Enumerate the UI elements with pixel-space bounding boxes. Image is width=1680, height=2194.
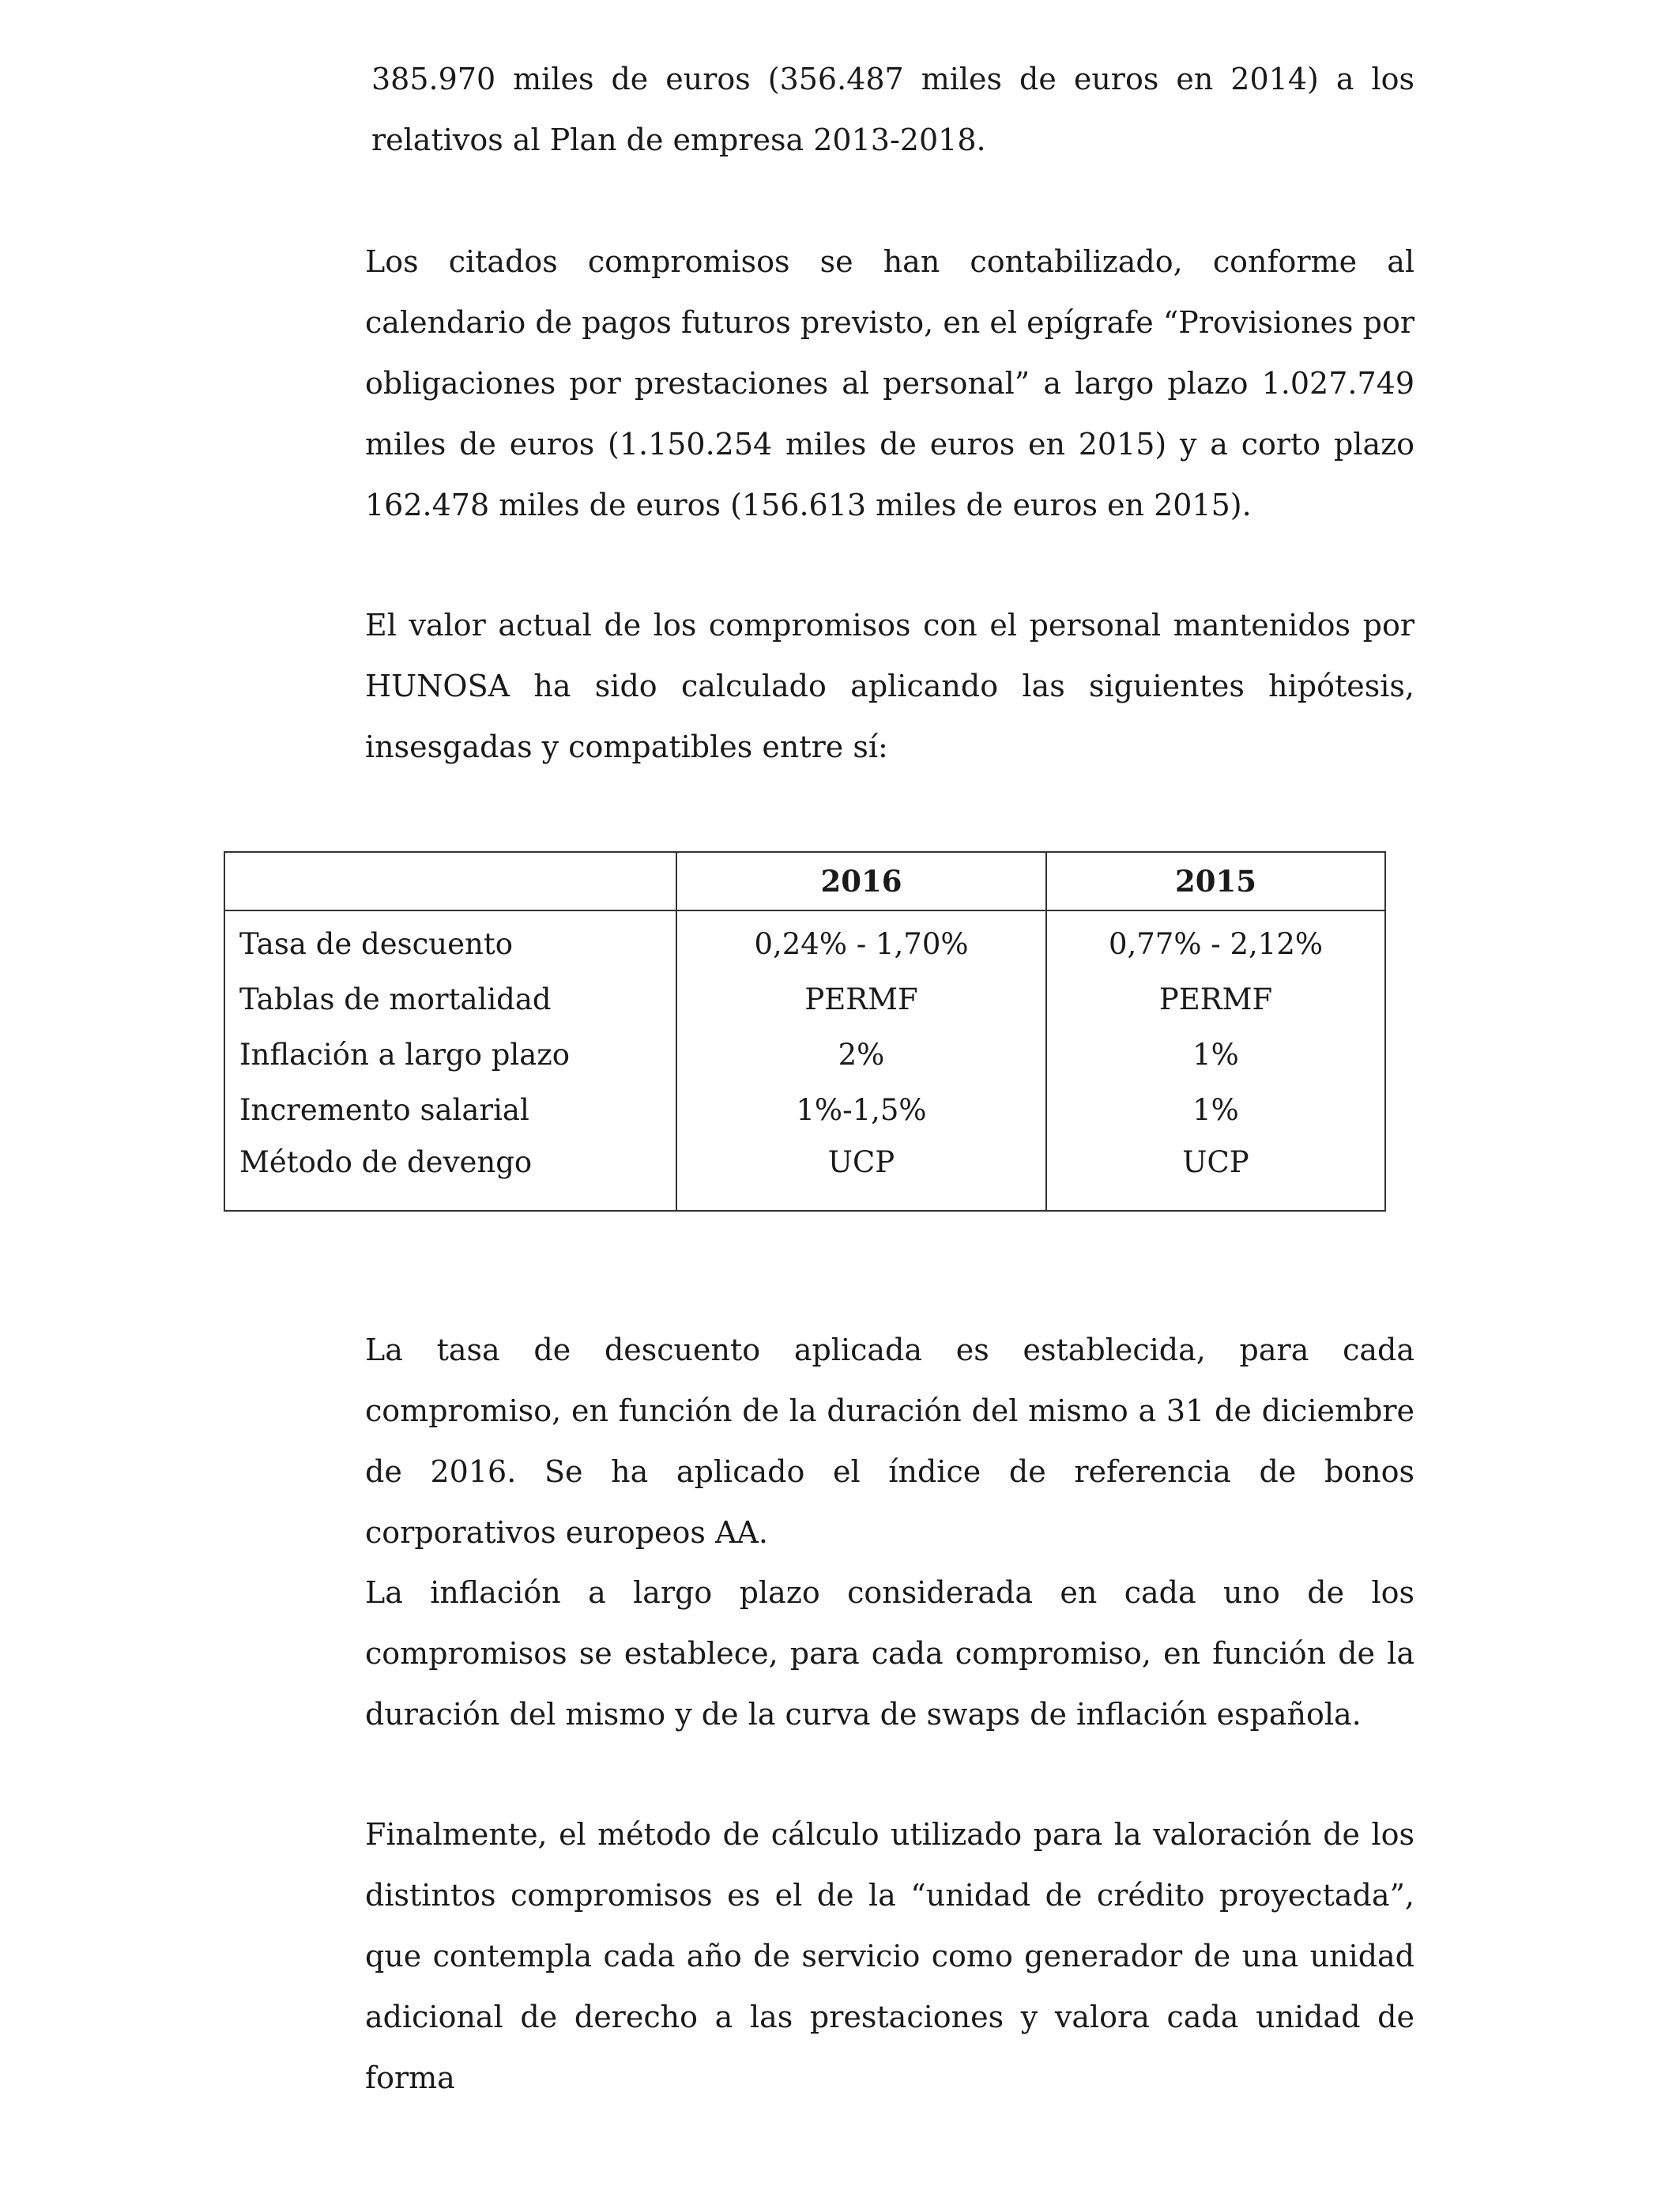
- value-2015: 0,77% - 2,12%: [1046, 910, 1385, 971]
- value-2015: UCP: [1046, 1137, 1385, 1211]
- paragraph-discount-rate: La tasa de descuento aplicada es establecida, para cada compromiso, en función de la duración del mismo a 31 de diciembre de 2016. Se ha aplicado el índice de referencia de bonos corporativos europeos AA.: [365, 1333, 1414, 1550]
- value-2016: PERMF: [676, 971, 1046, 1027]
- paragraph-accounting-commitments: Los citados compromisos se han contabilizado, conforme al calendario de pagos futuros previsto, en el epígrafe “Provisiones por obligaciones por prestaciones al personal” a largo plazo 1.027.749 miles de euros (1.150.254 miles de euros en 2015) y a corto plazo 162.478 miles de euros (156.613 miles de euros en 2015).: [365, 244, 1414, 522]
- value-2016: UCP: [676, 1137, 1046, 1211]
- paragraph-provisions-continued: 385.970 miles de euros (356.487 miles de euros en 2014) a los relativos al Plan de empresa 2013-2018.: [371, 62, 1414, 157]
- paragraph-calculation-method: Finalmente, el método de cálculo utilizado para la valoración de los distintos compromisos es el de la “unidad de crédito proyectada”, que contempla cada año de servicio como generador de una unidad adicional de derecho a las prestaciones y valora cada unidad de forma: [365, 1817, 1414, 2095]
- row-label: Tasa de descuento: [224, 910, 676, 971]
- table-row: [224, 1137, 1385, 1211]
- value-2016: 1%-1,5%: [676, 1082, 1046, 1137]
- table-row: [224, 971, 1385, 1027]
- table-row: [224, 910, 1385, 971]
- value-2016: 0,24% - 1,70%: [676, 910, 1046, 971]
- row-label: Tablas de mortalidad: [224, 971, 676, 1027]
- table-row: [224, 1082, 1385, 1137]
- row-label: Inflación a largo plazo: [224, 1027, 676, 1082]
- paragraph-actuarial-hypotheses: El valor actual de los compromisos con el personal mantenidos por HUNOSA ha sido calculado aplicando las siguientes hipótesis, insesgadas y compatibles entre sí:: [365, 608, 1414, 764]
- row-label: Incremento salarial: [224, 1082, 676, 1137]
- value-2015: 1%: [1046, 1082, 1385, 1137]
- value-2016: 2%: [676, 1027, 1046, 1082]
- paragraph-long-term-inflation: La inflación a largo plazo considerada en cada uno de los compromisos se establece, para cada compromiso, en función de la duración del mismo y de la curva de swaps de inflación española.: [365, 1575, 1414, 1732]
- value-2015: 1%: [1046, 1027, 1385, 1082]
- table-header-row: [224, 852, 1385, 910]
- table-header-2016: 2016: [676, 852, 1046, 910]
- table-header-empty: [224, 852, 676, 910]
- hypotheses-table: [224, 851, 1386, 1212]
- value-2015: PERMF: [1046, 971, 1385, 1027]
- table-header-2015: 2015: [1046, 852, 1385, 910]
- table-row: [224, 1027, 1385, 1082]
- row-label: Método de devengo: [224, 1137, 676, 1211]
